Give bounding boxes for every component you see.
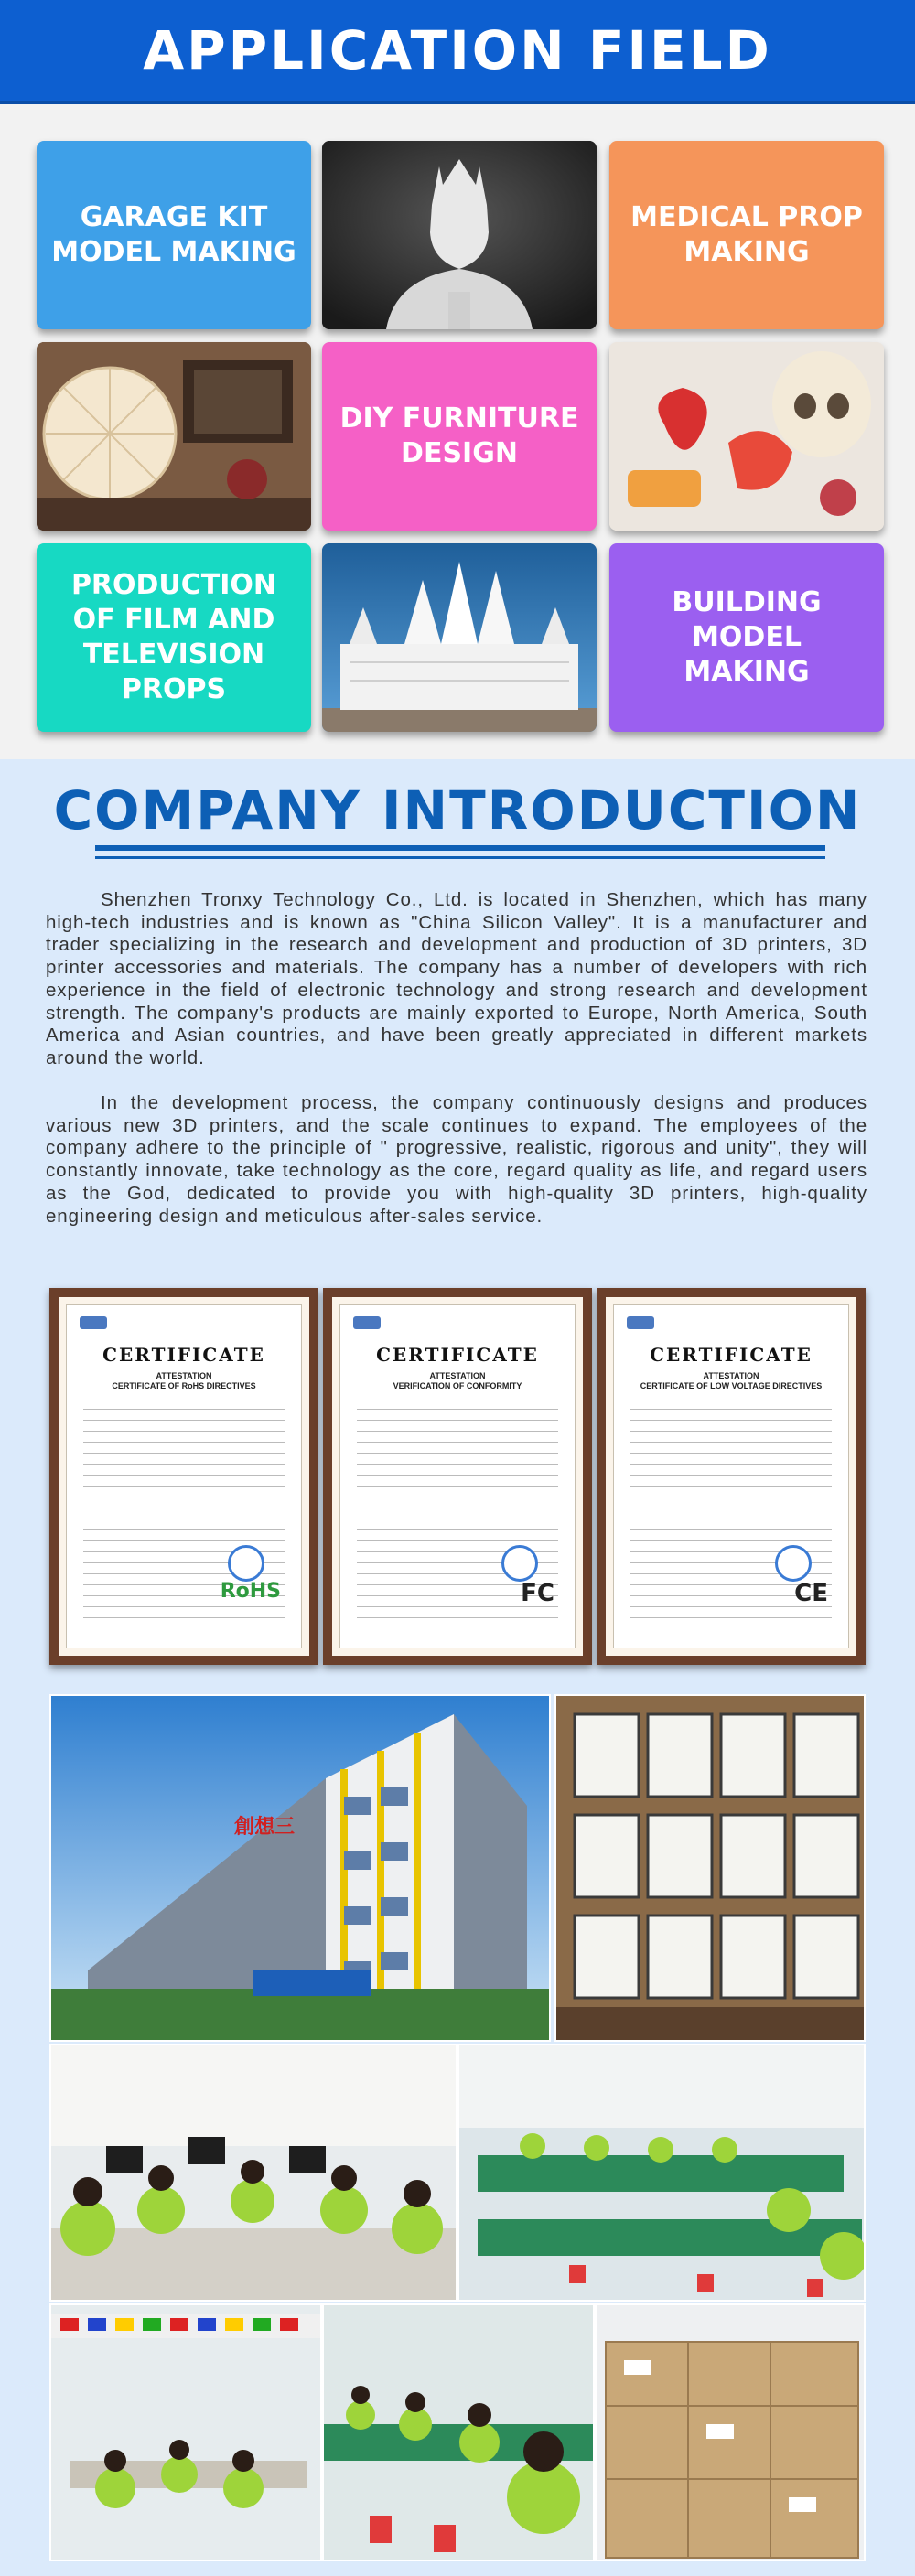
- photo-castle-model: [322, 543, 597, 732]
- ce-mark: CE: [794, 1580, 828, 1607]
- certificate-heading: CERTIFICATE: [650, 1344, 813, 1366]
- certificate-heading: CERTIFICATE: [102, 1344, 265, 1366]
- tile-film-tv-label: PRODUCTION OF FILM AND TELEVISION PROPS: [70, 569, 277, 705]
- photo-medical-models: [609, 342, 884, 531]
- packaged-boxes-image: [597, 2305, 866, 2561]
- tile-medical-prop-label: MEDICAL PROP MAKING: [630, 201, 863, 268]
- office-staff-image: [51, 2045, 458, 2302]
- certificate-wall-image: [556, 1696, 866, 2042]
- tile-film-tv: [37, 543, 311, 732]
- rohs-mark: RoHS: [220, 1580, 281, 1603]
- company-paragraph-2: In the development process, the company continuously designs and produces various new 3D printers, and the scale continues to expand. The employees of the company adhere to the principle of " progressive, realistic, rigorous and unity", they will constantly innovate, take technology as the core, regard quality as life, and regard users as the God, dedicated to provide you with high-quality 3D printers, high-quality engineering design and meticulous after-sales service.: [46, 1092, 867, 1227]
- photo-office-staff: [49, 2044, 458, 2302]
- tile-medical-prop: [609, 141, 884, 329]
- certificate-subtitle: ATTESTATION VERIFICATION OF CONFORMITY: [393, 1371, 522, 1390]
- certifier-seal-icon: [501, 1545, 538, 1582]
- photo-certificate-wall: [554, 1694, 866, 2042]
- tile-diy-furniture-label: DIY FURNITURE DESIGN: [339, 402, 579, 469]
- tile-garage-kit-label: GARAGE KIT MODEL MAKING: [51, 201, 296, 268]
- title-underline-thin: [95, 856, 825, 859]
- certifier-seal-icon: [775, 1545, 812, 1582]
- photo-production-workers: [322, 2303, 595, 2561]
- photo-assembly-line: [458, 2044, 866, 2302]
- svg-text:創想三: 創想三: [234, 1816, 296, 1839]
- company-paragraph-1: Shenzhen Tronxy Technology Co., Ltd. is located in Shenzhen, which has many high-tech industries and is known as "China Silicon Valley". It is a manufacturer and trader specializing in the research and development and production of 3D printers, 3D printer accessories and materials. The company has a number of developers with rich experience in the field of electronic technology and strong research and development strength. The company's products are mainly exported to Europe, North America, South America and Asian countries, and have been greatly appreciated in different markets around the world.: [46, 889, 867, 1068]
- certifier-seal-icon: [228, 1545, 264, 1582]
- certificate-fcc: [323, 1288, 592, 1665]
- tile-building-model: [609, 543, 884, 732]
- photo-batman-bust: [322, 141, 597, 329]
- tile-diy-furniture: [322, 342, 597, 531]
- photo-lamp: [37, 342, 311, 531]
- certifier-logo: [353, 1316, 381, 1329]
- certificate-subtitle: ATTESTATION CERTIFICATE OF RoHS DIRECTIVES: [112, 1371, 256, 1390]
- lamp-image: [37, 342, 311, 531]
- tile-garage-kit: [37, 141, 311, 329]
- assembly-line-image: [459, 2045, 866, 2302]
- certificate-ce: [597, 1288, 866, 1665]
- photo-packaged-boxes: [595, 2303, 866, 2561]
- castle-model-image: [322, 543, 597, 732]
- medical-models-image: [609, 342, 884, 531]
- sales-office-image: [51, 2305, 322, 2561]
- photo-sales-office: [49, 2303, 322, 2561]
- certificate-rohs: [49, 1288, 318, 1665]
- title-underline: [95, 845, 825, 851]
- certifier-logo: [627, 1316, 654, 1329]
- certificate-heading: CERTIFICATE: [376, 1344, 539, 1366]
- certificate-subtitle: ATTESTATION CERTIFICATE OF LOW VOLTAGE DIRECTIVES: [640, 1371, 823, 1390]
- section-title-company-introduction: COMPANY INTRODUCTION: [53, 779, 862, 842]
- certifier-logo: [80, 1316, 107, 1329]
- tile-building-model-label: BUILDING MODEL MAKING: [672, 586, 822, 688]
- batman-bust-image: [322, 141, 597, 329]
- company-building-image: [51, 1696, 551, 2042]
- fcc-mark: FC: [521, 1580, 554, 1607]
- photo-company-building: [49, 1694, 551, 2042]
- page-title: APPLICATION FIELD: [143, 19, 772, 81]
- production-workers-image: [324, 2305, 595, 2561]
